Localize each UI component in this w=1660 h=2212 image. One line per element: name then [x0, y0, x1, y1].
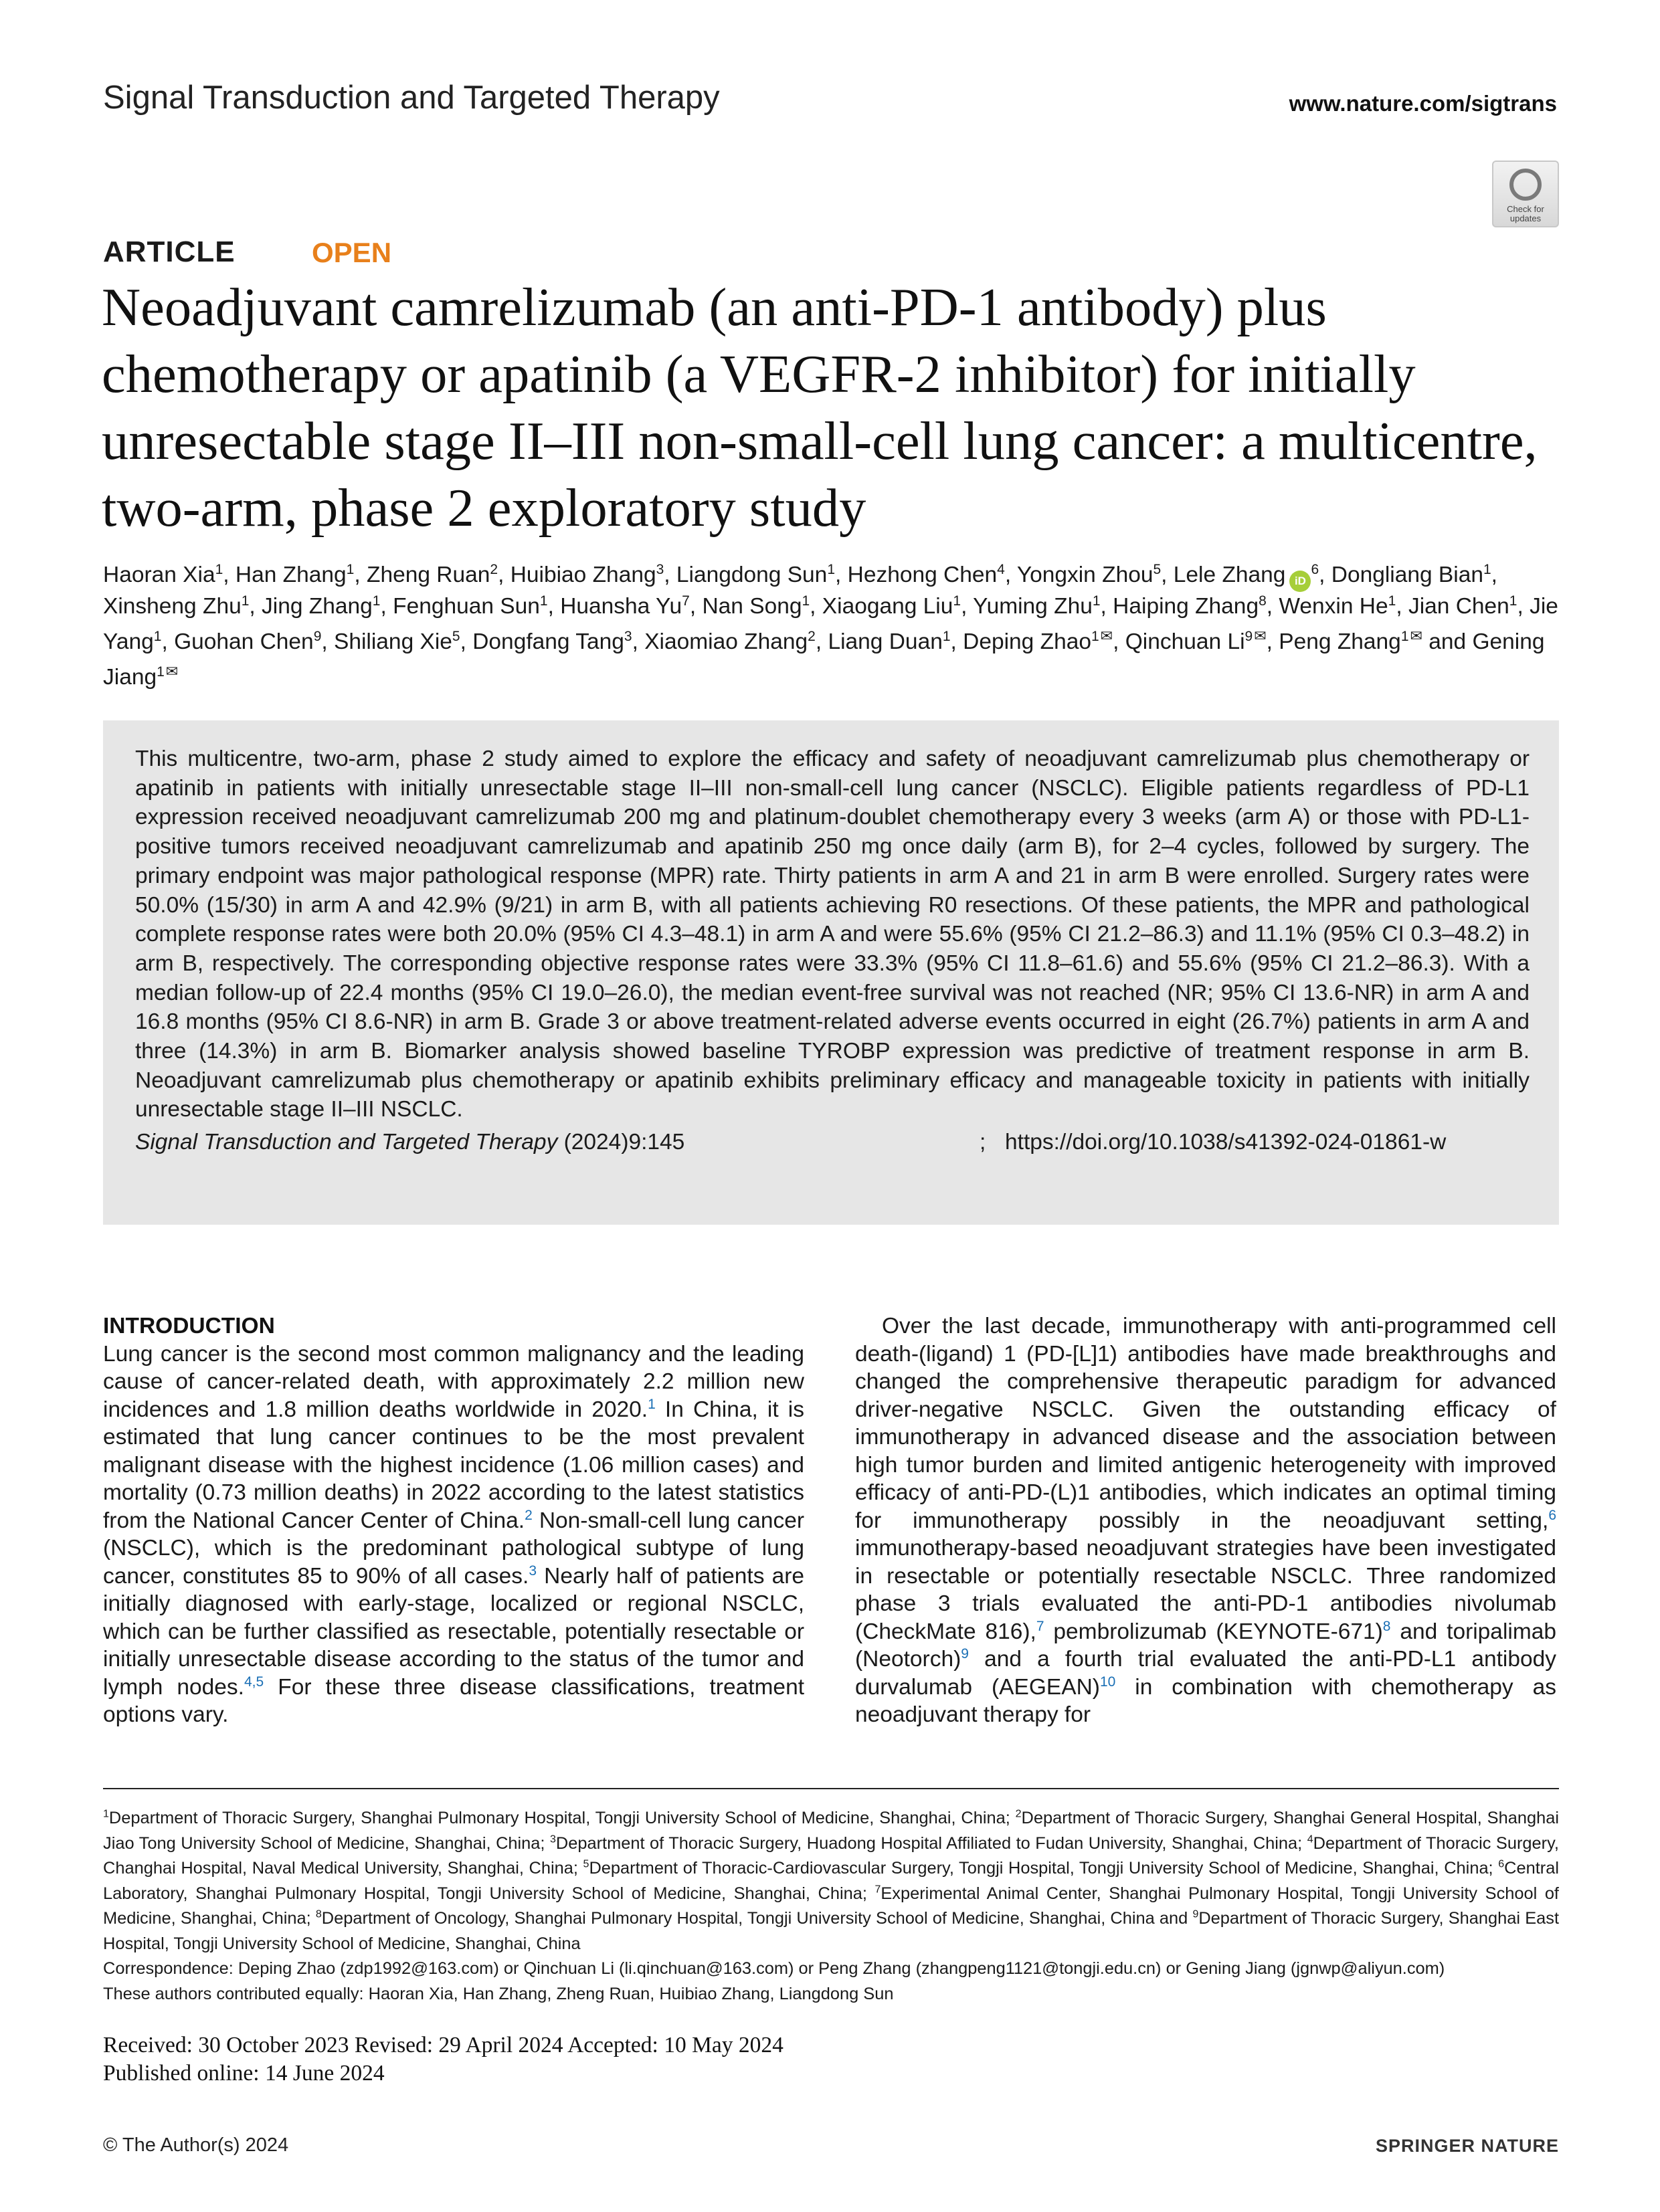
email-icon[interactable]: ✉ [1410, 627, 1422, 644]
author-name[interactable]: Hezhong Chen [847, 563, 998, 587]
author-affiliation-mark: 1 [953, 593, 961, 609]
author-name[interactable]: Jing Zhang [262, 594, 373, 619]
reference-link[interactable]: 7 [1036, 1618, 1044, 1634]
author-name[interactable]: Nan Song [702, 594, 802, 619]
citation-separator: ; [980, 1130, 986, 1154]
publisher-logo: SPRINGER NATURE [1375, 2136, 1559, 2156]
author-name[interactable]: Dongliang Bian [1331, 563, 1483, 587]
reference-link[interactable]: 2 [525, 1507, 533, 1523]
author-affiliation-mark: 5 [1153, 561, 1162, 577]
author-affiliation-mark: 1 [153, 628, 162, 644]
affiliation-number: 3 [549, 1833, 556, 1845]
author-name[interactable]: Dongfang Tang [472, 629, 624, 654]
article-type-label: ARTICLE [103, 235, 236, 268]
author-affiliation-mark: 1 [1483, 561, 1491, 577]
publication-dates [103, 2031, 783, 2088]
author-affiliation-mark: 6 [1311, 561, 1319, 577]
intro-paragraph-1: Lung cancer is the second most common malignancy and the leading cause of cancer-related death, with approximately 2.2 million new incidences and 1.8 million deaths worldwide in 2020.$^1$ In China, it is estimated that lung cancer continues to be the most prevalent malignant disease with the highest incidence (1.06 million cases) and mortality (0.73 million deaths) in 2022 according to the latest statistics from the National Cancer Center of China.$^2$ Non-small-cell lung cancer (NSCLC), which is the predominant pathological subtype of lung cancer, constitutes 85 to 90% of all cases.$^3$ Nearly half of patients are initially diagnosed with early-stage, localized or regional NSCLC, which can be further classified as resectable, potentially resectable or initially unresectable disease according to the status of the tumor and lymph nodes.$^{4,5}$ For these three disease classifications, treatment options vary. [103, 1341, 805, 1727]
author-name[interactable]: Deping Zhao [963, 629, 1091, 654]
orcid-icon[interactable]: iD [1289, 571, 1311, 592]
author-name[interactable]: Liang Duan [828, 629, 943, 654]
section-heading-introduction: INTRODUCTION [103, 1314, 275, 1338]
author-name[interactable]: Shiliang Xie [334, 629, 452, 654]
author-affiliation-mark: 8 [1259, 593, 1267, 609]
email-icon[interactable]: ✉ [1100, 627, 1113, 644]
author-name[interactable]: Yongxin Zhou [1016, 563, 1154, 587]
author-affiliation-mark: 1 [157, 664, 165, 680]
author-affiliation-mark: 1 [1092, 593, 1101, 609]
check-updates-label: Check for updates [1507, 204, 1544, 223]
reference-link[interactable]: 6 [1548, 1507, 1556, 1523]
affiliation-text: Central Laboratory, Shanghai Pulmonary Hospital, Tongji University School of Medicine, Shanghai, China; [103, 1859, 1559, 1903]
journal-url-link[interactable]: www.nature.com/sigtrans [1289, 91, 1557, 116]
email-icon[interactable]: ✉ [1254, 627, 1267, 644]
author-name[interactable]: Fenghuan Sun [393, 594, 540, 619]
author-name[interactable]: Peng Zhang [1279, 629, 1401, 654]
author-name[interactable]: Guohan Chen [174, 629, 314, 654]
author-name[interactable]: Jian Chen [1408, 594, 1509, 619]
author-name[interactable]: Gening Jiang [103, 629, 1545, 690]
author-name[interactable]: Xiaomiao Zhang [644, 629, 808, 654]
author-affiliation-mark: 1 [1388, 593, 1396, 609]
affiliation-text: Department of Thoracic Surgery, Shanghai General Hospital, Shanghai Jiao Tong University School of Medicine, Shanghai, China; [103, 1809, 1559, 1853]
author-name[interactable]: Jie Yang [103, 594, 1558, 654]
author-affiliation-mark: 1 [1091, 628, 1099, 644]
author-affiliation-mark: 3 [656, 561, 664, 577]
author-affiliation-mark: 1 [346, 561, 355, 577]
correspondence-line: Correspondence: Deping Zhao (zdp1992@163.com) or Qinchuan Li (li.qinchuan@163.com) or Peng Zhang (zhangpeng1121@tongji.edu.cn) or Gening Jiang (jgnwp@aliyun.com) [103, 1959, 1445, 1978]
affiliation-number: 4 [1307, 1833, 1313, 1845]
abstract-box [103, 720, 1559, 1225]
author-affiliation-mark: 1 [802, 593, 810, 609]
affiliation-number: 8 [315, 1908, 322, 1920]
footnote-divider [103, 1788, 1559, 1789]
author-affiliation-mark: 5 [452, 628, 460, 644]
affiliation-number: 5 [583, 1858, 589, 1870]
open-access-badge: OPEN [312, 237, 392, 268]
affiliations-block [103, 1806, 1559, 2007]
received-revised-accepted: Received: 30 October 2023 Revised: 29 April 2024 Accepted: 10 May 2024 [103, 2033, 783, 2057]
author-name[interactable]: Haiping Zhang [1113, 594, 1259, 619]
author-name[interactable]: Huibiao Zhang [510, 563, 656, 587]
affiliation-text: Department of Thoracic-Cardiovascular Surgery, Tongji Hospital, Tongji University School of Medicine, Shanghai, China; [589, 1859, 1499, 1878]
intro-right-column [855, 1312, 1556, 1729]
author-affiliation-mark: 4 [997, 561, 1005, 577]
author-affiliation-mark: 1 [1400, 628, 1409, 644]
author-affiliation-mark: 3 [624, 628, 632, 644]
author-name[interactable]: Lele Zhang [1173, 563, 1286, 587]
author-affiliation-mark: 1 [1509, 593, 1517, 609]
author-name[interactable]: Xiaogang Liu [822, 594, 953, 619]
author-affiliation-mark: 1 [241, 593, 250, 609]
email-icon[interactable]: ✉ [165, 663, 179, 680]
affiliation-number: 6 [1498, 1858, 1505, 1870]
affiliation-number: 1 [103, 1808, 109, 1820]
intro-left-column [103, 1312, 804, 1729]
affiliation-number: 9 [1192, 1908, 1199, 1920]
equal-contribution-note: These authors contributed equally: Haoran Xia, Han Zhang, Zheng Ruan, Huibiao Zhang, Liangdong Sun [103, 1984, 894, 2003]
author-name[interactable]: Zheng Ruan [366, 563, 490, 587]
author-affiliation-mark: 7 [682, 593, 690, 609]
author-name[interactable]: Wenxin He [1279, 594, 1388, 619]
affiliation-number: 7 [874, 1884, 881, 1896]
author-name[interactable]: Han Zhang [235, 563, 347, 587]
affiliation-text: Department of Thoracic Surgery, Changhai Hospital, Naval Medical University, Shanghai, China; [103, 1833, 1559, 1878]
affiliation-text: Department of Thoracic Surgery, Huadong Hospital Affiliated to Fudan University, Shanghai, China; [555, 1833, 1307, 1853]
article-title: Neoadjuvant camrelizumab (an anti-PD-1 antibody) plus chemotherapy or apatinib (a VEGFR-2 inhibitor) for initially unresectable stage II–III non-small-cell lung cancer: a multicentre, two-arm, phase 2 exploratory study [102, 278, 1538, 538]
author-name[interactable]: Qinchuan Li [1125, 629, 1245, 654]
author-name[interactable]: Liangdong Sun [676, 563, 828, 587]
reference-link[interactable]: 9 [961, 1646, 969, 1662]
author-name[interactable]: Haoran Xia [103, 563, 215, 587]
affiliation-list [103, 1806, 1559, 1956]
published-online: Published online: 14 June 2024 [103, 2061, 385, 2086]
reference-link[interactable]: 4,5 [244, 1674, 264, 1690]
affiliation-text: Department of Thoracic Surgery, Shanghai Pulmonary Hospital, Tongji University School of Medicine, Shanghai, China; [108, 1809, 1016, 1827]
author-affiliation-mark: 1 [372, 593, 381, 609]
author-affiliation-mark: 1 [827, 561, 835, 577]
author-affiliation-mark: 9 [1244, 628, 1253, 644]
reference-link[interactable]: 10 [1099, 1674, 1116, 1690]
author-name[interactable]: Xinsheng Zhu [103, 594, 242, 619]
author-affiliation-mark: 1 [942, 628, 951, 644]
affiliation-number: 2 [1015, 1808, 1022, 1820]
citation-journal: Signal Transduction and Targeted Therapy [135, 1130, 558, 1154]
intro-paragraph-2: Over the last decade, immunotherapy with anti-programmed cell death-(ligand) 1 (PD-[L]1) antibodies have made breakthroughs and changed the comprehensive therapeutic paradigm for advanced driver-negative NSCLC. Given the outstanding efficacy of immunotherapy in advanced disease and the association between high tumor burden and limited antigenic heterogeneity with improved efficacy of anti-PD-(L)1 antibodies, which indicates an optimal timing for immunotherapy possibly in the neoadjuvant setting,$^6$ immunotherapy-based neoadjuvant strategies have been investigated in resectable or potentially resectable NSCLC. Three randomized phase 3 trials evaluated the anti-PD-1 antibodies nivolumab (CheckMate 816),$^7$ pembrolizumab (KEYNOTE-671)$^8$ and toripalimab (Neotorch)$^9$ and a fourth trial evaluated the anti-PD-L1 antibody durvalumab (AEGEAN)$^{10}$ in combination with chemotherapy as neoadjuvant therapy for [855, 1314, 1556, 1727]
author-list: Haoran Xia$^1$, Han Zhang$^1$, Zheng Ruan$^2$, Huibiao Zhang$^3$, Liangdong Sun$^1$, Hezhong Chen$^4$, Yongxin Zhou$^5$, Lele Zhang $iD^6$, Dongliang Bian$^1$, Xinsheng Zhu$^1$, Jing Zhang$^1$, Fenghuan Sun$^1$, Huansha Yu$^7$, Nan Song$^1$, Xiaogang Liu$^1$, Yuming Zhu$^1$, Haiping Zhang$^8$, Wenxin He$^1$, Jian Chen$^1$, Jie Yang$^1$, Guohan Chen$^9$, Shiliang Xie$^5$, Dongfang Tang$^3$, Xiaomiao Zhang$^2$, Liang Duan$^1$, Deping Zhao$^{1✉}$, Qinchuan $Li^{9✉}$, Peng Zhang$^{1✉}$ and Gening Jiang$^{1✉}$ [103, 561, 1558, 690]
affiliation-text: Department of Thoracic Surgery, Shanghai East Hospital, Tongji University School of Medicine, Shanghai, China [103, 1909, 1559, 1953]
doi-link[interactable]: https://doi.org/10.1038/s41392-024-01861-w [1005, 1130, 1447, 1154]
reference-link[interactable]: 3 [529, 1563, 537, 1579]
check-updates-icon [1509, 169, 1542, 201]
author-affiliation-mark: 2 [808, 628, 816, 644]
author-name[interactable]: Yuming Zhu [973, 594, 1093, 619]
author-affiliation-mark: 1 [215, 561, 223, 577]
reference-link[interactable]: 1 [648, 1396, 656, 1412]
citation-line [135, 1130, 1530, 1155]
citation-volume: (2024)9:145 [557, 1130, 685, 1154]
copyright: © The Author(s) 2024 [103, 2134, 289, 2156]
reference-link[interactable]: 8 [1382, 1618, 1391, 1634]
author-affiliation-mark: 2 [490, 561, 498, 577]
author-affiliation-mark: 9 [313, 628, 322, 644]
author-name[interactable]: Huansha Yu [560, 594, 682, 619]
author-affiliation-mark: 1 [539, 593, 548, 609]
affiliation-text: Department of Oncology, Shanghai Pulmonary Hospital, Tongji University School of Medicine, Shanghai, China and [321, 1909, 1193, 1928]
journal-name: Signal Transduction and Targeted Therapy [103, 80, 720, 116]
check-for-updates-button[interactable] [1492, 161, 1559, 227]
affiliation-text: Experimental Animal Center, Shanghai Pulmonary Hospital, Tongji University School of Medicine, Shanghai, China; [103, 1884, 1559, 1928]
abstract-text: This multicentre, two-arm, phase 2 study aimed to explore the efficacy and safety of neoadjuvant camrelizumab plus chemotherapy or apatinib in patients with initially unresectable stage II–III non-small-cell lung cancer (NSCLC). Eligible patients regardless of PD-L1 expression received neoadjuvant camrelizumab 200 mg and platinum-doublet chemotherapy every 3 weeks (arm A) or those with PD-L1-positive tumors received neoadjuvant camrelizumab and apatinib 250 mg once daily (arm B), for 2–4 cycles, followed by surgery. The primary endpoint was major pathological response (MPR) rate. Thirty patients in arm A and 21 in arm B were enrolled. Surgery rates were 50.0% (15/30) in arm A and 42.9% (9/21) in arm B, with all patients achieving R0 resections. Of these patients, the MPR and pathological complete response rates were both 20.0% (95% CI 4.3–48.1) in arm A and were 55.6% (95% CI 21.2–86.3) and 11.1% (95% CI 0.3–48.2) in arm B, respectively. The corresponding objective response rates were 33.3% (95% CI 11.8–61.6) and 55.6% (95% CI 21.2–86.3). With a median follow-up of 22.4 months (95% CI 19.0–26.0), the median event-free survival was not reached (NR; 95% CI 13.6-NR) in arm A and 16.8 months (95% CI 8.6-NR) in arm B. Grade 3 or above treatment-related adverse events occurred in eight (26.7%) patients in arm A and three (14.3%) in arm B. Biomarker analysis showed baseline TYROBP expression was predictive of treatment response in arm B. Neoadjuvant camrelizumab plus chemotherapy or apatinib exhibits preliminary efficacy and manageable toxicity in patients with initially unresectable stage II–III NSCLC. [135, 746, 1530, 1122]
